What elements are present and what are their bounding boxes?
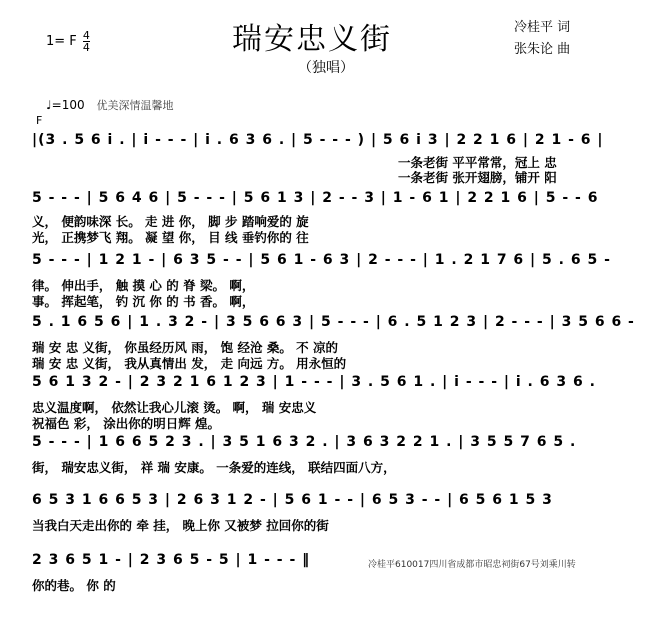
time-numerator: 4 bbox=[82, 29, 90, 42]
lyric-line-8: 你的巷。 你 的 bbox=[32, 578, 116, 593]
key-label: 1= F bbox=[46, 34, 77, 49]
lyric-line-3a: 律。 伸出手， 触 摸 心 的 脊 梁。 啊， bbox=[32, 278, 255, 293]
notation-row-2: 5 - - - | 5 6 4 6 | 5 - - - | 5 6 1 3 | 2 - - 3 | 1 - 6 1 | 2 2 1 6 | 5 - - 6 bbox=[32, 190, 599, 206]
notation-row-7: 6 5 3 1 6 6 5 3 | 2 6 3 1 2 - | 5 6 1 - - | 6 5 3 - - | 6 5 6 1 5 3 bbox=[32, 492, 553, 508]
lyric-line-3b: 事。 挥起笔， 钓 沉 你 的 书 香。 啊， bbox=[32, 294, 255, 309]
key-signature bbox=[46, 30, 90, 53]
notation-row-6: 5 - - - | 1 6 6 5 2 3 . | 3 5 1 6 3 2 . | 3 6 3 2 2 1 . | 3 5 5 7 6 5 . bbox=[32, 434, 577, 450]
lyric-line-5a: 忠义温度啊， 依然让我心儿滚 烫。 啊， 瑞 安忠义 bbox=[32, 400, 317, 415]
lyric-line-2a: 义， 便韵味深 长。 走 进 你， 脚 步 踏响爱的 旋 bbox=[32, 214, 309, 229]
lyric-line-4b: 瑞 安 忠 义街， 我从真情出 发， 走 向远 方。 用永恒的 bbox=[32, 356, 347, 371]
lyric-line-5b: 祝福色 彩， 涂出你的明日辉 煌。 bbox=[32, 416, 221, 431]
lyric-line-2b: 光， 正携梦飞 翔。 凝 望 你， 目 线 垂钓你的 往 bbox=[32, 230, 309, 245]
composer-credit: 张朱论 曲 bbox=[514, 42, 571, 57]
tempo-marking bbox=[46, 97, 173, 113]
time-denominator: 4 bbox=[82, 41, 90, 54]
time-signature bbox=[83, 30, 90, 53]
notation-row-1: |(3 . 5 6 i . | i - - - | i . 6 3 6 . | 5 - - - ) | 5 6 i 3 | 2 2 1 6 | 2 1 - 6 | bbox=[32, 132, 604, 148]
notation-row-5: 5 6 1 3 2 - | 2 3 2 1 6 1 2 3 | 1 - - - | 3 . 5 6 1 . | i - - - | i . 6 3 6 . bbox=[32, 374, 596, 390]
lyric-line-1b: 一条老街 张开翅膀，铺开 阳 bbox=[398, 170, 557, 185]
tempo-value: ♩=100 bbox=[46, 98, 85, 112]
song-title: 瑞安忠义街 bbox=[232, 22, 392, 57]
lyricist-credit: 冷桂平 词 bbox=[514, 20, 571, 35]
notation-row-8: 2 3 6 5 1 - | 2 3 6 5 - 5 | 1 - - - ‖ bbox=[32, 552, 311, 568]
song-subtitle: （独唱） bbox=[298, 60, 354, 76]
key-letter: F bbox=[36, 114, 43, 127]
lyric-line-6: 街， 瑞安忠义街， 祥 瑞 安康。 一条爱的连线， 联结四面八方， bbox=[32, 460, 396, 475]
notation-row-3: 5 - - - | 1 2 1 - | 6 3 5 - - | 5 6 1 - 6 3 | 2 - - - | 1 . 2 1 7 6 | 5 . 6 5 - bbox=[32, 252, 611, 268]
lyric-line-7: 当我白天走出你的 牵 挂， 晚上你 又被梦 拉回你的街 bbox=[32, 518, 329, 533]
lyric-line-4a: 瑞 安 忠 义街， 你虽经历风 雨， 饱 经沧 桑。 不 凉的 bbox=[32, 340, 339, 355]
author-address: 冷桂平610017四川省成都市昭忠祠街67号刘乘川转 bbox=[368, 560, 576, 570]
expression-marking: 优美深情温馨地 bbox=[96, 99, 174, 112]
lyric-line-1a: 一条老街 平平常常，冠上 忠 bbox=[398, 155, 557, 170]
notation-row-4: 5 . 1 6 5 6 | 1 . 3 2 - | 3 5 6 6 3 | 5 - - - | 6 . 5 1 2 3 | 2 - - - | 3 5 6 6 - bbox=[32, 314, 635, 330]
